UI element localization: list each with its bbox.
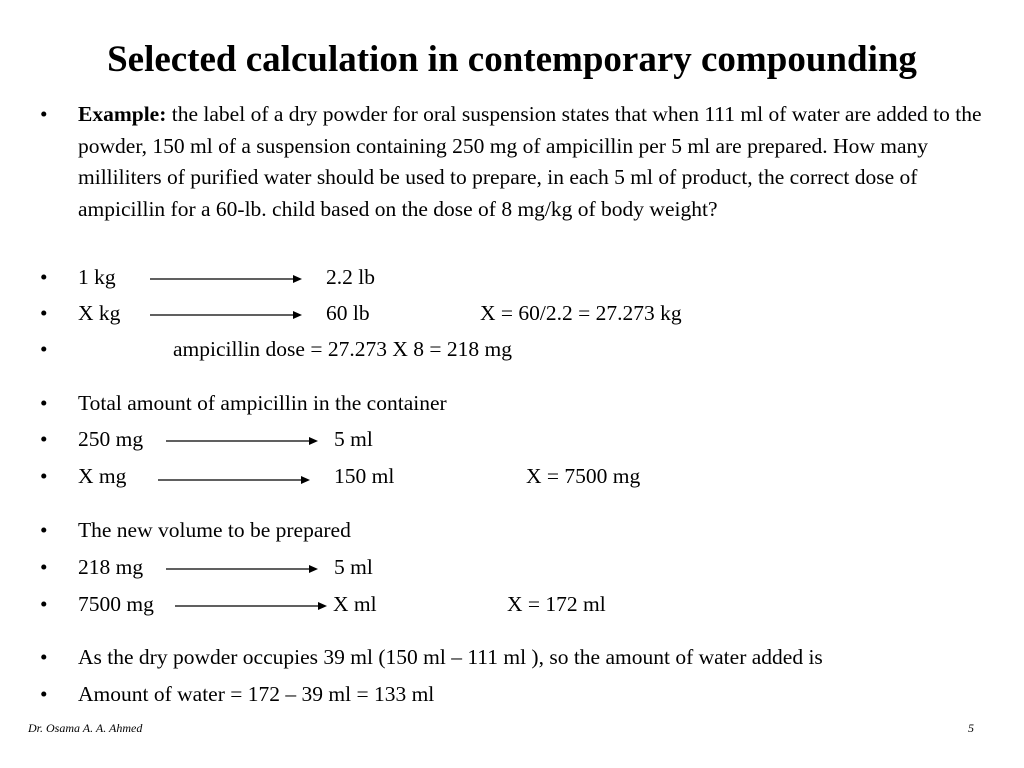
bullet-dot: •	[40, 592, 48, 616]
bullet-dot: •	[40, 464, 48, 488]
bullet-dot: •	[40, 301, 48, 325]
quantity-right: 150 ml	[334, 464, 395, 488]
example-text: the label of a dry powder for oral suspension states that when 111 ml of water are added to the powder, 150 ml of a suspension containing 250 mg of ampicillin per 5 ml are prepared. How many milliliters of purified water should be used to prepare, in each 5 ml of product, the correct dose of ampicillin for a 60-lb. child based on the dose of 8 mg/kg of body weight?	[78, 102, 982, 221]
quantity-left: 218 mg	[78, 555, 144, 579]
bullet-dot: •	[40, 337, 48, 361]
bullet-dot: •	[40, 518, 48, 542]
arrow-icon	[175, 600, 327, 612]
quantity-right: X ml	[333, 592, 377, 616]
slide-title: Selected calculation in contemporary compounding	[107, 39, 917, 80]
bullet-dot: •	[40, 645, 48, 669]
bullet-dot: •	[40, 427, 48, 451]
bullet-text: Total amount of ampicillin in the container	[78, 391, 447, 415]
quantity-left: X kg	[78, 301, 121, 325]
arrow-icon	[150, 273, 302, 285]
quantity-left: 250 mg	[78, 427, 144, 451]
arrow-icon	[166, 563, 318, 575]
bullet-dot: •	[40, 682, 48, 706]
result-text: X = 60/2.2 = 27.273 kg	[480, 301, 682, 325]
quantity-left: X mg	[78, 464, 127, 488]
footer-author: Dr. Osama A. A. Ahmed	[28, 721, 143, 735]
bullet-text: The new volume to be prepared	[78, 518, 351, 542]
footer-page-number: 5	[968, 721, 974, 735]
bullet-dot: •	[40, 391, 48, 415]
quantity-left: 7500 mg	[78, 592, 154, 616]
quantity-right: 5 ml	[334, 555, 373, 579]
bullet-dot: •	[40, 265, 48, 289]
arrow-icon	[166, 435, 318, 447]
quantity-left: 1 kg	[78, 265, 116, 289]
bullet-text: As the dry powder occupies 39 ml (150 ml – 111 ml ), so the amount of water added is	[78, 645, 823, 669]
arrow-icon	[158, 474, 310, 486]
example-label: Example:	[78, 102, 167, 126]
result-text: X = 7500 mg	[526, 464, 641, 488]
result-text: X = 172 ml	[507, 592, 606, 616]
quantity-right: 2.2 lb	[326, 265, 375, 289]
quantity-right: 5 ml	[334, 427, 373, 451]
dose-text: ampicillin dose = 27.273 X 8 = 218 mg	[173, 337, 512, 361]
bullet-dot: •	[40, 555, 48, 579]
bullet-text: Amount of water = 172 – 39 ml = 133 ml	[78, 682, 435, 706]
quantity-right: 60 lb	[326, 301, 370, 325]
bullet-dot: •	[40, 102, 48, 126]
arrow-icon	[150, 309, 302, 321]
